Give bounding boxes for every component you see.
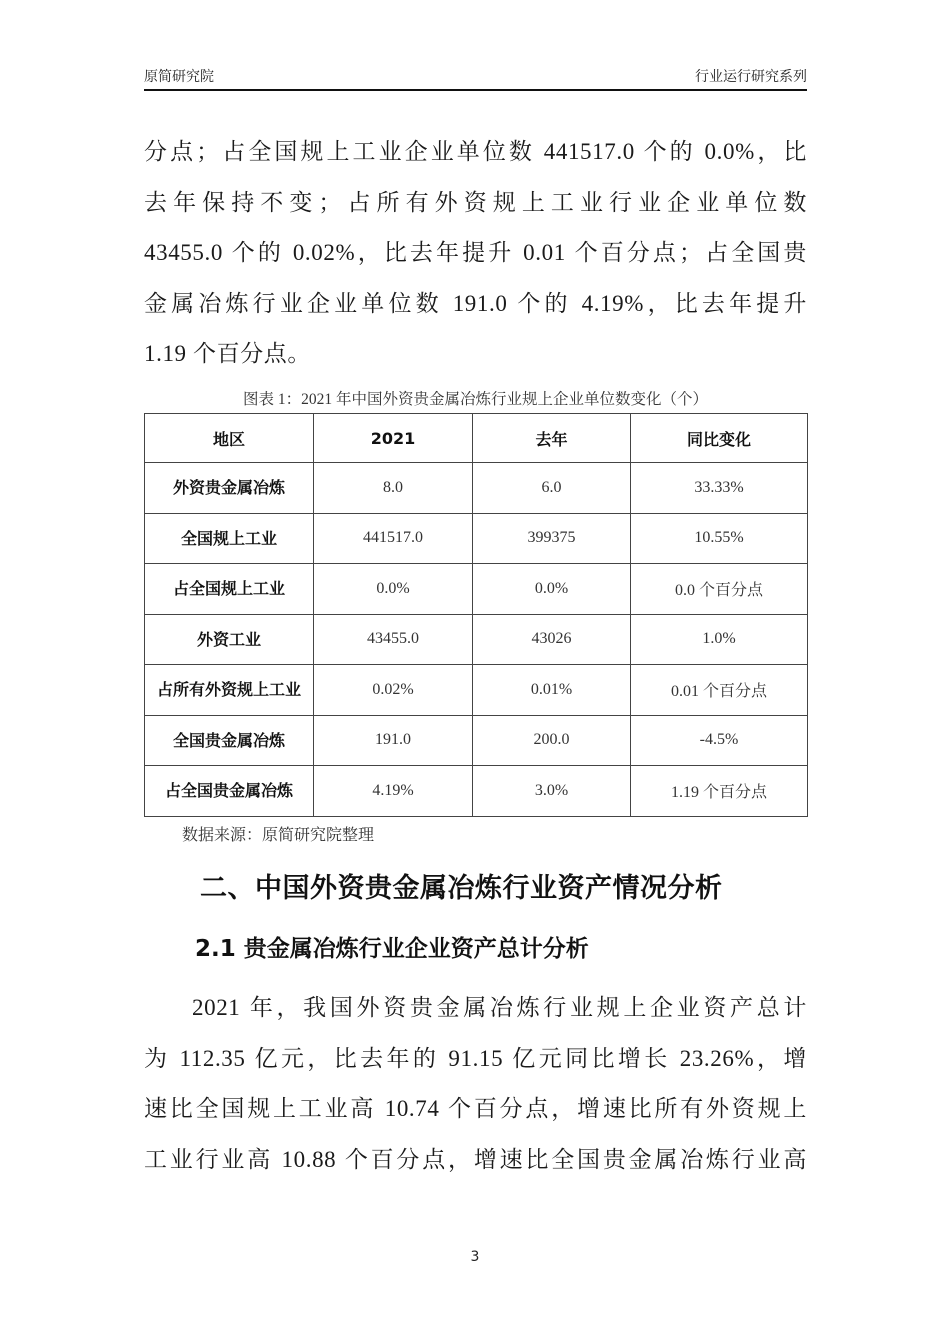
page-header bbox=[144, 66, 807, 88]
header-divider bbox=[144, 89, 807, 91]
data-source-note: 数据来源：原简研究院整理 bbox=[182, 827, 375, 844]
cell-2021: 0.02% bbox=[314, 665, 473, 716]
cell-2021: 0.0% bbox=[314, 564, 473, 615]
text-line: 2021 年，我国外资贵金属冶炼行业规上企业资产总计 bbox=[192, 995, 807, 1020]
paragraph-total-assets bbox=[144, 983, 807, 1185]
row-label: 占全国贵金属冶炼 bbox=[145, 766, 314, 817]
table-row bbox=[145, 564, 808, 615]
header-series: 行业运行研究系列 bbox=[695, 69, 807, 85]
column-header-yoy-change: 同比变化 bbox=[631, 414, 808, 463]
column-header-region: 地区 bbox=[145, 414, 314, 463]
cell-yoy: 1.0% bbox=[631, 614, 808, 665]
text-line: 1.19 个百分点。 bbox=[144, 341, 311, 366]
row-label: 全国贵金属冶炼 bbox=[145, 715, 314, 766]
row-label: 外资贵金属冶炼 bbox=[145, 463, 314, 514]
paragraph-unit-count bbox=[144, 127, 807, 380]
cell-yoy: -4.5% bbox=[631, 715, 808, 766]
cell-2021: 191.0 bbox=[314, 715, 473, 766]
text-line: 工业行业高 10.88 个百分点，增速比全国贵金属冶炼行业高 bbox=[144, 1146, 807, 1172]
cell-yoy: 33.33% bbox=[631, 463, 808, 514]
cell-yoy: 10.55% bbox=[631, 513, 808, 564]
cell-2021: 441517.0 bbox=[314, 513, 473, 564]
cell-last-year: 3.0% bbox=[473, 766, 631, 817]
cell-last-year: 200.0 bbox=[473, 715, 631, 766]
header-publisher: 原简研究院 bbox=[144, 69, 214, 85]
table-row bbox=[145, 766, 808, 817]
cell-last-year: 43026 bbox=[473, 614, 631, 665]
text-line: 分点；占全国规上工业企业单位数 441517.0 个的 0.0%，比 bbox=[144, 139, 807, 164]
table-row bbox=[145, 715, 808, 766]
cell-last-year: 0.0% bbox=[473, 564, 631, 615]
unit-count-table bbox=[144, 413, 808, 817]
row-label: 占所有外资规上工业 bbox=[145, 665, 314, 716]
cell-yoy: 0.01 个百分点 bbox=[631, 665, 808, 716]
table-row bbox=[145, 665, 808, 716]
text-line: 为 112.35 亿元，比去年的 91.15 亿元同比增长 23.26%，增 bbox=[144, 1045, 807, 1071]
column-header-last-year: 去年 bbox=[473, 414, 631, 463]
subsection-heading: 2.1 贵金属冶炼行业企业资产总计分析 bbox=[195, 936, 589, 962]
table-row bbox=[145, 463, 808, 514]
text-line: 去年保持不变；占所有外资规上工业行业企业单位数 bbox=[144, 189, 807, 215]
row-label: 占全国规上工业 bbox=[145, 564, 314, 615]
cell-2021: 8.0 bbox=[314, 463, 473, 514]
text-line: 43455.0 个的 0.02%，比去年提升 0.01 个百分点；占全国贵 bbox=[144, 240, 807, 265]
page-number: 3 bbox=[470, 1249, 480, 1265]
row-label: 外资工业 bbox=[145, 614, 314, 665]
row-label: 全国规上工业 bbox=[145, 513, 314, 564]
column-header-2021: 2021 bbox=[314, 414, 473, 463]
text-line: 速比全国规上工业高 10.74 个百分点，增速比所有外资规上 bbox=[144, 1096, 807, 1121]
table-row bbox=[145, 513, 808, 564]
section-heading: 二、中国外资贵金属冶炼行业资产情况分析 bbox=[200, 873, 723, 904]
table-caption: 图表 1：2021 年中国外资贵金属冶炼行业规上企业单位数变化（个） bbox=[242, 391, 708, 408]
cell-2021: 43455.0 bbox=[314, 614, 473, 665]
table-row bbox=[145, 614, 808, 665]
cell-yoy: 1.19 个百分点 bbox=[631, 766, 808, 817]
text-line: 金属冶炼行业企业单位数 191.0 个的 4.19%，比去年提升 bbox=[144, 290, 807, 316]
cell-yoy: 0.0 个百分点 bbox=[631, 564, 808, 615]
cell-last-year: 0.01% bbox=[473, 665, 631, 716]
cell-last-year: 399375 bbox=[473, 513, 631, 564]
cell-last-year: 6.0 bbox=[473, 463, 631, 514]
table-header-row bbox=[145, 414, 808, 463]
cell-2021: 4.19% bbox=[314, 766, 473, 817]
